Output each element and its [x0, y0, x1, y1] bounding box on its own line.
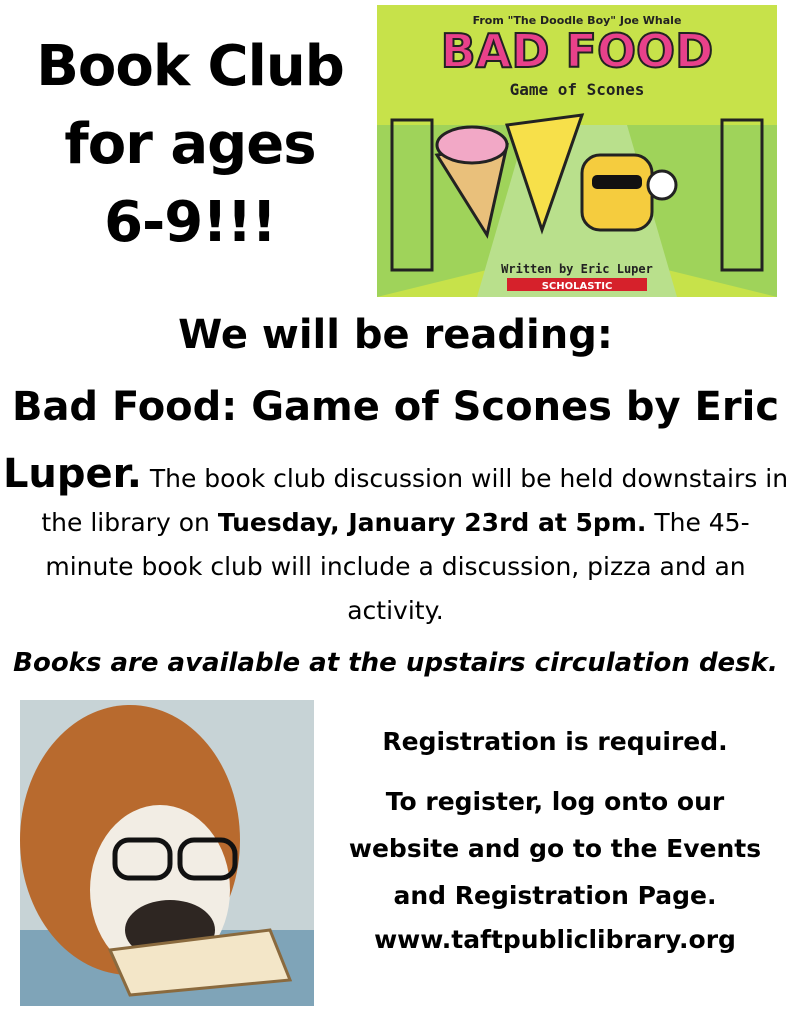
- registration-instructions: To register, log onto our website and go to the Events and Registration Page.: [348, 787, 762, 910]
- event-description: [0, 452, 791, 633]
- event-date: Tuesday, January 23rd at 5pm.: [217, 508, 647, 537]
- availability-note: Books are available at the upstairs circulation desk.: [13, 648, 778, 678]
- cover-publisher: SCHOLASTIC: [541, 281, 613, 292]
- cover-title: BAD FOOD: [440, 24, 714, 78]
- cover-byline: Written by Eric Luper: [501, 262, 653, 276]
- author-surname: Luper.: [2, 451, 142, 497]
- cover-subtitle: Game of Scones: [509, 80, 645, 99]
- library-website-link[interactable]: www.taftpubliclibrary.org: [374, 925, 736, 954]
- title-line-1: Book Club: [36, 34, 344, 99]
- cover-top-text: From "The Doodle Boy" Joe Whale: [472, 14, 682, 27]
- page-title: [30, 28, 350, 262]
- reading-heading: We will be reading:: [178, 312, 613, 358]
- description-text-2: The 45-minute book club will include a discussion, pizza and an activity.: [45, 508, 750, 625]
- title-line-3: 6-9!!!: [104, 190, 276, 255]
- description-text-1: The book club discussion will be held downstairs in the library on: [41, 464, 789, 537]
- book-cover-image: [377, 5, 777, 297]
- book-title: Bad Food: Game of Scones by Eric: [11, 384, 780, 430]
- book-cover-illustration: [377, 5, 777, 297]
- registration-required: Registration is required.: [382, 727, 728, 756]
- reading-dog-photo: [20, 700, 314, 1006]
- dog-illustration: [20, 700, 314, 1006]
- title-line-2: for ages: [64, 112, 316, 177]
